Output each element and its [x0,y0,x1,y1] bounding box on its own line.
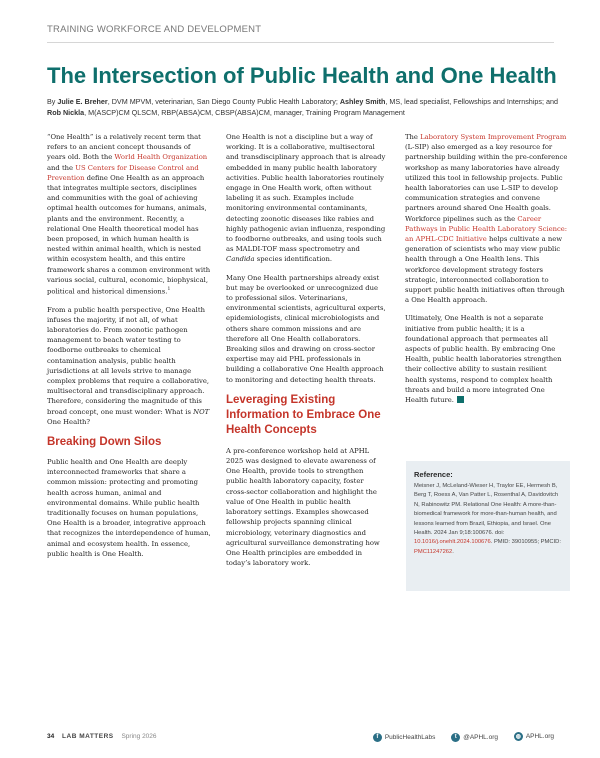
paragraph: A pre-conference workshop held at APHL 2025 was designed to elevate awareness of One Health, provide tools to strengthen public health laboratory capacity, foster cross-sector collaboration and highlight the value of One Health in public health laboratory settings. Examples showcased fellowship projects spanning clinical microbiology, veterinary diagnostics and agricultural surveillance demonstrating how One Health principles are embedded in today’s laboratory work. [226,446,380,568]
text: One Health? [47,417,91,426]
paragraph [226,132,386,265]
text: . [452,548,454,555]
cdc-link[interactable]: US Centers for Disease Control and Prevention [47,163,199,182]
text: (L-SIP) also emerged as a key resource for partnership building within the pre-conference workshop as many laboratories have already utilized this tool in fellowship projects. Public health laboratories can use L-SIP to develop communication strategies and convene partners around shared One Health goals. Workforce pipelines such as the [405,143,568,223]
twitter-link[interactable] [451,733,498,742]
section-heading: Leveraging Existing Information to Embrace One Health Concepts [226,393,381,436]
author-name: Julie E. Breher [57,97,108,106]
facebook-icon: f [373,733,382,742]
paragraph: Public health and One Health are deeply interconnected frameworks that share a common mission: protecting and promoting health across human, animal and environmental domains. While public health traditionally focuses on human populations, One Health is a broader, integrative approach that recognizes the interdependence of human, animal and ecosystem health. In essence, public health is One Health. [47,457,211,558]
doi-link[interactable]: 10.1016/j.onehlt.2024.100676 [414,539,491,546]
author-name: Rob Nickla [47,107,85,117]
social-label: APHL.org [525,733,554,740]
section-heading: Breaking Down Silos [47,435,162,448]
publication-name: LAB MATTERS [62,733,114,740]
author-affiliation: , DVM MPVM, veterinarian, San Diego County Public Health Laboratory; [107,97,340,106]
author-affiliation: , M(ASCP)CM QLSCM, RBP(ABSA)CM, CBSP(ABSA)CM, manager, Training Program Management [84,107,405,117]
text: From a public health perspective, One Health infuses the majority, if not all, of what laboratories do. From zoonotic pathogen management to beach water testing to foodborne outbreaks to chemical contamination analysis, public health jurisdictions at all levels strive to manage complex problems that require a collaborative, multisectoral and transdisciplinary approach. Therefore, considering the magnitude of this broad concept, one must wonder: What is [47,305,210,416]
byline-prefix: By [47,97,58,106]
paragraph: Many One Health partnerships already exist but may be overlooked or unrecognized due to professional silos. Veterinarians, environmental scientists, agricultural experts, epidemiologists, clinical microbiologists and others share common missions and are therefore all One Health collaborators. Breaking silos and drawing on cross-sector expertise may aid PHL professionals in building a collaborative One Health approach to monitoring and detecting health threats. [226,273,386,384]
paragraph [405,132,568,305]
facebook-link[interactable] [373,733,436,742]
text: “One Health” is a relatively recent term that refers to an ancient concept thousands of years old. Both the [47,133,201,162]
website-link[interactable] [514,732,554,741]
page-footer [47,733,554,745]
text: define One Health as an approach that integrates multiple sectors, disciplines and communities with the goal of achieving optimal health outcomes for humans, animals, plants and the environment. Recently, a relational One Health theoretical model has been proposed, in which human health is nested within animal health, which is nested within ecosystem health, and this entire framework shares a common environment with various social, cultural, economic, biophysical, political and historical dimensions. [47,173,211,296]
emphasis: Candida [226,255,255,264]
column-1 [47,132,211,567]
column-2 [226,132,386,576]
paragraph [47,305,211,427]
reference-title: Reference: [414,470,453,479]
header-divider [47,42,554,43]
who-link[interactable]: World Health Organization [114,153,208,162]
lsip-link[interactable]: Laboratory System Improvement Program [420,133,567,141]
paragraph [405,313,568,405]
text: The [405,133,421,141]
reference-box [406,461,570,591]
text: . PMID: 39010955; PMCID: [490,539,561,546]
emphasis: NOT [193,407,210,416]
career-pathways-link[interactable]: Career Pathways in Public Health Laboratory Science: an APHL-CDC Initiative [405,214,568,244]
page-number: 34 [47,733,55,740]
text: helps cultivate a new generation of scientists who may view public health through a One Health lens. This workforce development strategy fosters strategic, interconnected collaboration to support public health initiatives often through a One Health approach. [405,235,565,305]
globe-icon: ◍ [515,734,521,740]
text: and the [47,163,76,172]
pmcid-link[interactable]: PMC11247262 [414,548,453,555]
issue-date: Spring 2026 [121,733,157,740]
social-label: @APHL.org [463,733,498,741]
column-3 [405,132,568,413]
social-label: PublicHealthLabs [384,733,436,741]
twitter-icon: t [451,733,460,742]
text: Ultimately, One Health is not a separate initiative from public health; it is a foundational approach that permeates all aspects of public health. By embracing One Health, public health laboratories strengthen their collective ability to sustain resilient health systems, respond to complex health threats and build a more integrated One Health future. [405,314,562,405]
end-of-article-mark [457,396,464,403]
paragraph [47,132,211,297]
reference-body [414,482,562,557]
article-title: The Intersection of Public Health and One Health [47,63,557,88]
text: One Health is not a discipline but a way of working. It is a collaborative, multisectoral and transdisciplinary approach that is already embedded in many public health laboratory activities. Public health laboratories routinely engage in One Health work, often without labeling it as such. Examples include monitoring environmental contaminants, detecting zoonotic diseases like rabies and highly pathogenic avian influenza, responding to foodborne outbreaks, and using tools such as MALDI-TOF mass spectrometry and [226,133,386,254]
text: Meisner J, McLeland-Wieser H, Traylor EE, Hermesh B, Berg T, Roess A, Van Patter L, Rosenthal A, Davidovitch N, Rabinowitz PM. Relational One Health: A more-than-biomedical framework for more-than-human health, and lessons learned from Brazil, Ethiopia, and Israel. One Health. 2024 Jan 9;18:100676. doi: [414,483,559,537]
author-affiliation: , MS, lead specialist, Fellowships and Internships; and [385,97,558,106]
byline [47,97,567,118]
text: species identification. [254,255,332,264]
section-label: TRAINING WORKFORCE AND DEVELOPMENT [47,24,262,35]
footnote-marker: 1 [167,287,171,293]
author-name: Ashley Smith [339,97,386,106]
